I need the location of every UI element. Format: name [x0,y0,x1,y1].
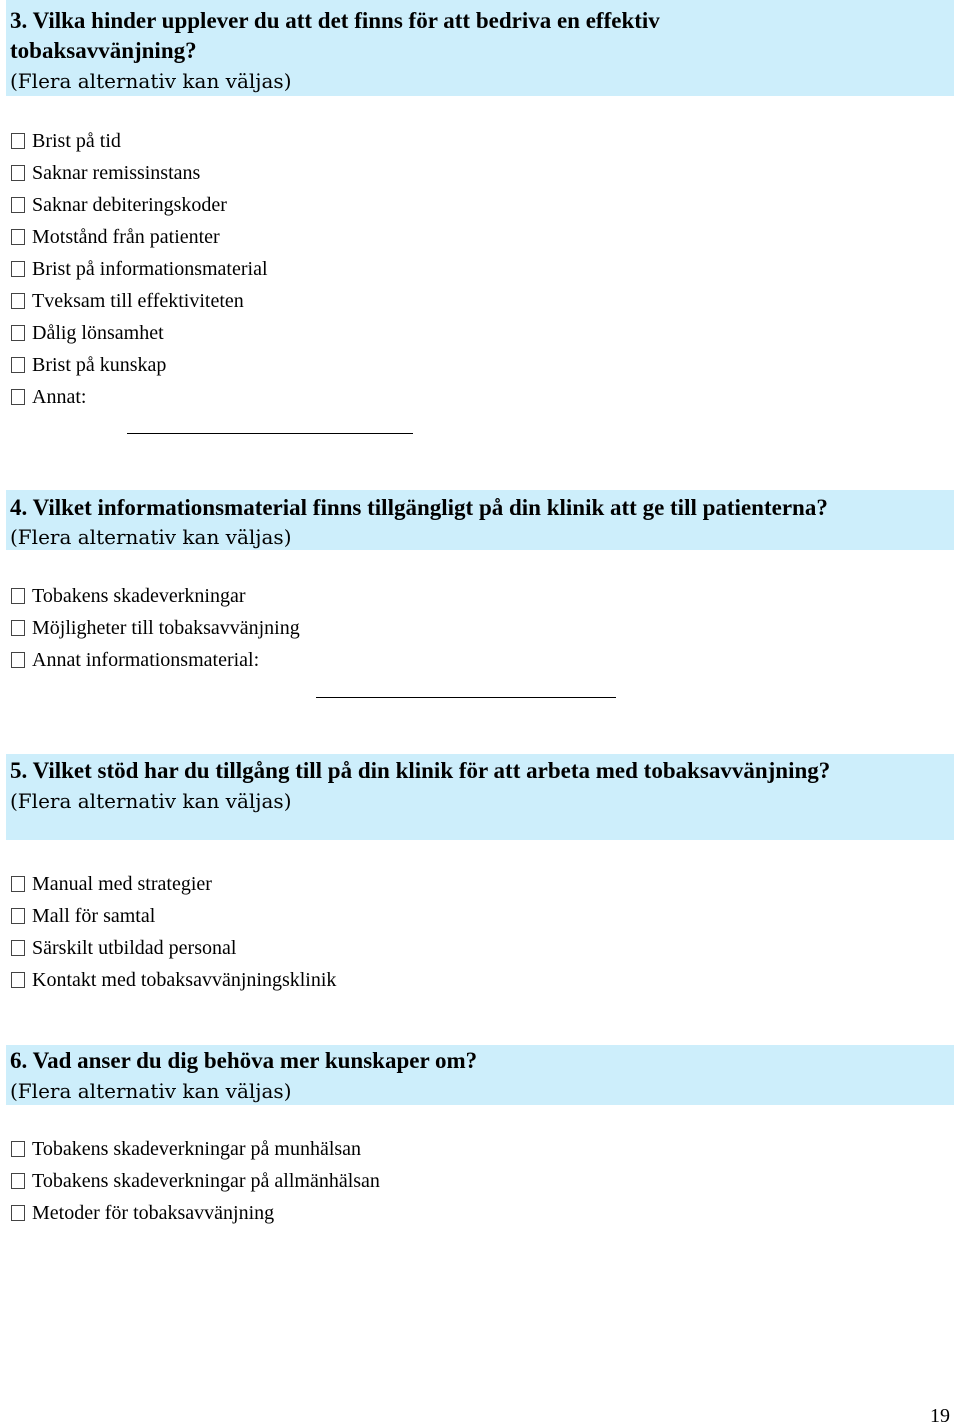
q3-subtitle: (Flera alternativ kan väljas) [10,69,292,93]
q3-option[interactable] [11,317,268,349]
q4-option[interactable] [11,580,300,612]
q4-options [11,580,300,676]
q3-option[interactable] [11,349,268,381]
q3-option[interactable] [11,381,268,413]
q3-option[interactable] [11,253,268,285]
q3-option[interactable] [11,125,268,157]
checkbox-icon[interactable] [11,1141,25,1157]
option-label: Tobakens skadeverkningar [32,584,246,607]
q3-option[interactable] [11,189,268,221]
q5-option[interactable] [11,964,336,996]
checkbox-icon[interactable] [11,261,25,277]
q6-option[interactable] [11,1133,380,1165]
option-label: Mall för samtal [32,904,156,927]
q5-options [11,868,336,996]
q3-option[interactable] [11,157,268,189]
option-label: Motstånd från patienter [32,225,220,248]
checkbox-icon[interactable] [11,972,25,988]
option-label: Dålig lönsamhet [32,321,164,344]
option-label: Möjligheter till tobaksavvänjning [32,616,300,639]
checkbox-icon[interactable] [11,876,25,892]
checkbox-icon[interactable] [11,229,25,245]
option-label: Särskilt utbildad personal [32,936,237,959]
checkbox-icon[interactable] [11,588,25,604]
q5-option[interactable] [11,900,336,932]
option-label: Brist på kunskap [32,353,167,376]
checkbox-icon[interactable] [11,325,25,341]
q3-title-line1: 3. Vilka hinder upplever du att det finns för att bedriva en effektiv [10,8,660,33]
q5-title: 5. Vilket stöd har du tillgång till på din klinik för att arbeta med tobaksavvänjning? [10,758,831,783]
checkbox-icon[interactable] [11,940,25,956]
q3-other-answer-line[interactable] [127,433,413,434]
q5-option[interactable] [11,932,336,964]
page-number: 19 [930,1405,950,1427]
q6-option[interactable] [11,1197,380,1229]
q6-options [11,1133,380,1229]
q4-other-answer-line[interactable] [316,697,616,698]
option-label: Brist på informationsmaterial [32,257,268,280]
option-label: Saknar debiteringskoder [32,193,227,216]
q4-option[interactable] [11,612,300,644]
q4-option[interactable] [11,644,300,676]
checkbox-icon[interactable] [11,1173,25,1189]
option-label: Tobakens skadeverkningar på allmänhälsan [32,1169,380,1192]
checkbox-icon[interactable] [11,1205,25,1221]
checkbox-icon[interactable] [11,133,25,149]
option-label: Tobakens skadeverkningar på munhälsan [32,1137,362,1160]
option-label: Tveksam till effektiviteten [32,289,244,312]
checkbox-icon[interactable] [11,908,25,924]
checkbox-icon[interactable] [11,357,25,373]
checkbox-icon[interactable] [11,389,25,405]
q3-option[interactable] [11,221,268,253]
q6-subtitle: (Flera alternativ kan väljas) [10,1079,292,1103]
checkbox-icon[interactable] [11,293,25,309]
q4-title: 4. Vilket informationsmaterial finns tillgängligt på din klinik att ge till patienterna? [10,495,828,520]
option-label: Manual med strategier [32,872,212,895]
q6-title: 6. Vad anser du dig behöva mer kunskaper om? [10,1048,478,1073]
option-label: Saknar remissinstans [32,161,201,184]
option-label: Annat informationsmaterial: [32,648,260,671]
q3-options [11,125,268,413]
q5-subtitle: (Flera alternativ kan väljas) [10,789,292,813]
checkbox-icon[interactable] [11,165,25,181]
q5-option[interactable] [11,868,336,900]
q6-option[interactable] [11,1165,380,1197]
option-label: Kontakt med tobaksavvänjningsklinik [32,968,337,991]
checkbox-icon[interactable] [11,620,25,636]
checkbox-icon[interactable] [11,652,25,668]
q3-option[interactable] [11,285,268,317]
option-label: Annat: [32,385,87,408]
checkbox-icon[interactable] [11,197,25,213]
q4-subtitle: (Flera alternativ kan väljas) [10,525,292,549]
option-label: Metoder för tobaksavvänjning [32,1201,275,1224]
option-label: Brist på tid [32,129,121,152]
q3-title-line2: tobaksavvänjning? [10,38,197,63]
